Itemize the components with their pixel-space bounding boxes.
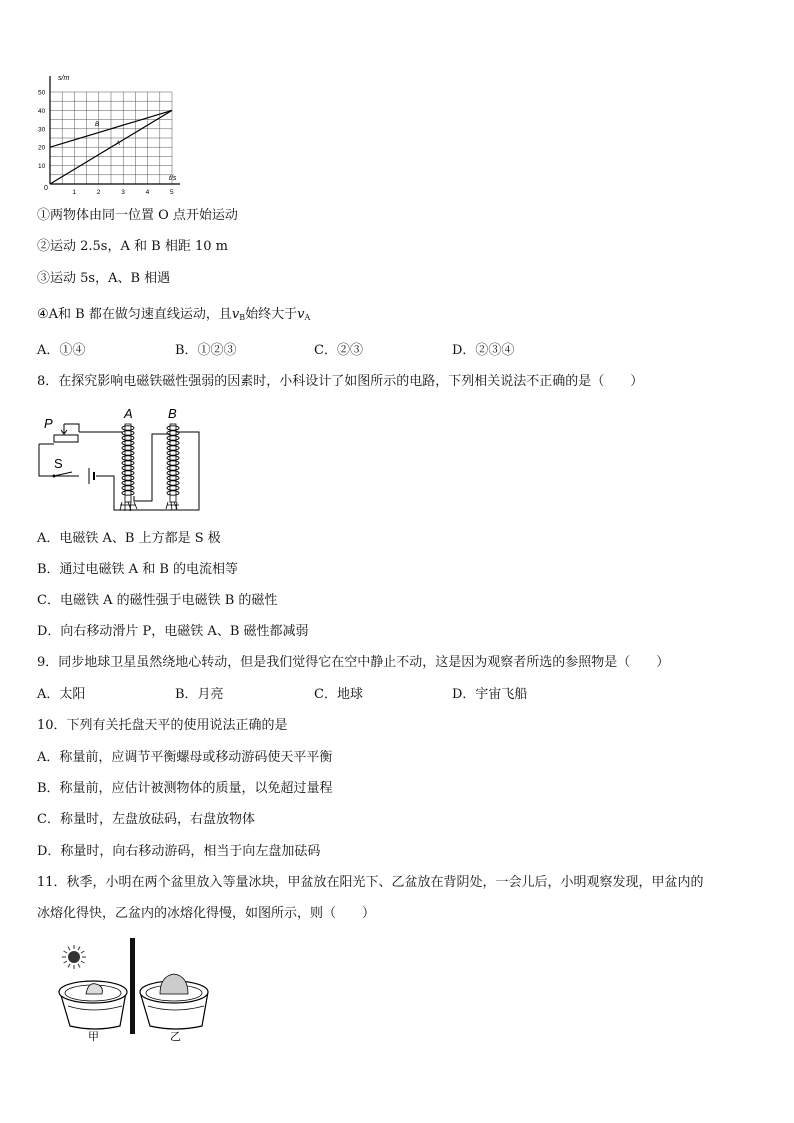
q10-option-a: A．称量前，应调节平衡螺母或移动游码使天平平衡 [37,750,333,765]
rheostat-label: P [44,416,53,431]
coil-connection-wire [134,434,170,501]
x-tick-label: 5 [170,189,174,196]
y-tick-labels [38,90,46,171]
x-tick-label: 4 [145,189,150,196]
electromagnet-b-label: B [168,406,177,421]
q8-option-d: D．向右移动滑片 P，电磁铁 A、B 磁性都减弱 [37,624,309,639]
q7-option-a: A．①④ [37,343,86,358]
y-tick-label: 30 [38,126,46,134]
q8-option-a: A．电磁铁 A、B 上方都是 S 极 [37,531,221,546]
sun-ray [68,964,70,967]
electromagnet-circuit-figure [34,404,204,516]
switch-lever [54,472,72,476]
sun-ray [68,947,70,950]
q9-option-d: D．宇宙飞船 [452,687,528,702]
y-tick-label: 10 [38,163,46,171]
velocity-b-subscript: B [239,313,246,322]
electromagnet-b-pins [166,502,179,510]
rheostat [54,435,78,442]
q11-stem-line1: 11．秋季，小明在两个盆里放入等量冰块，甲盆放在阳光下、乙盆放在背阴处，一会儿后，小明观察发现，甲盆内的 [37,875,704,890]
x-tick-label: 1 [72,189,77,196]
ice-basins-figure [38,936,254,1042]
y-tick-label: 40 [38,107,46,115]
q7-statement-1: ①两物体由同一位置 O 点开始运动 [37,208,238,223]
graph-grid [50,92,172,184]
q10-stem: 10．下列有关托盘天平的使用说法正确的是 [37,718,288,733]
q7-statement-3: ③运动 5s，A、B 相遇 [37,271,171,286]
q10-option-d: D．称量时，向右移动游码，相当于向左盘加砝码 [37,844,321,859]
x-tick-label: 3 [121,189,125,196]
electromagnet-a-coil [122,426,134,495]
q7-statement-4-text: ④A和 B 都在做匀速直线运动，且 [37,307,232,322]
x-tick-labels [72,189,174,196]
origin-label: 0 [44,185,48,192]
ice-block-yi [160,974,188,994]
y-tick-label: 20 [38,144,46,152]
q11-stem-line2: 冰熔化得快，乙盆内的冰熔化得慢，如图所示，则（ ） [37,906,376,921]
line-b-label: B [95,122,100,128]
q9-option-a: A．太阳 [37,687,86,702]
q9-option-c: C．地球 [314,687,363,702]
velocity-b-symbol: v [231,307,240,322]
q7-option-c: C．②③ [314,343,363,358]
circuit-wire-right [96,432,199,510]
sun-ray [81,961,84,963]
sun-ray [64,951,67,953]
q8-option-b: B．通过电磁铁 A 和 B 的电流相等 [37,562,239,577]
rheostat-slider-arrow [61,424,67,434]
sun-ray [78,947,80,950]
electromagnet-b-coil [167,426,179,495]
q9-stem: 9．同步地球卫星虽然绕地心转动，但是我们觉得它在空中静止不动，这是因为观察者所选的参照物是（ ） [37,655,670,670]
sun-ray [78,964,80,967]
q8-option-c: C．电磁铁 A 的磁性强于电磁铁 B 的磁性 [37,593,278,608]
q7-option-b: B．①②③ [175,343,237,358]
x-tick-label: 2 [96,189,101,196]
velocity-a-subscript: A [304,313,311,322]
basin-jia-label: 甲 [88,1031,99,1043]
divider-wall [130,938,135,1034]
q10-option-b: B．称量前，应估计被测物体的质量，以免超过量程 [37,781,333,796]
y-axis-label: s/m [58,75,70,82]
basin-jia [59,981,127,1029]
basin-yi-label: 乙 [170,1031,181,1043]
q7-statement-4-mid: 始终大于 [245,307,298,322]
q7-statement-4 [37,306,310,327]
line-a-label: A [116,141,121,147]
electromagnet-a-label: A [124,406,133,421]
q7-statement-2: ②运动 2.5s，A 和 B 相距 10 m [37,239,228,254]
q7-option-d: D．②③④ [452,343,515,358]
q9-option-b: B．月亮 [175,687,224,702]
basin-yi [140,974,208,1029]
switch-label: S [54,456,63,471]
s-t-graph [30,72,190,202]
sun-ray [81,951,84,953]
sun-ray [64,961,67,963]
velocity-a-symbol: v [297,307,305,322]
x-axis-label: t/s [169,175,177,182]
y-tick-label: 50 [38,89,46,97]
q10-option-c: C．称量时，左盘放砝码，右盘放物体 [37,812,255,827]
q8-stem: 8．在探究影响电磁铁磁性强弱的因素时，小科设计了如图所示的电路，下列相关说法不正确的是（ ） [37,374,644,389]
sun-icon [62,945,86,969]
